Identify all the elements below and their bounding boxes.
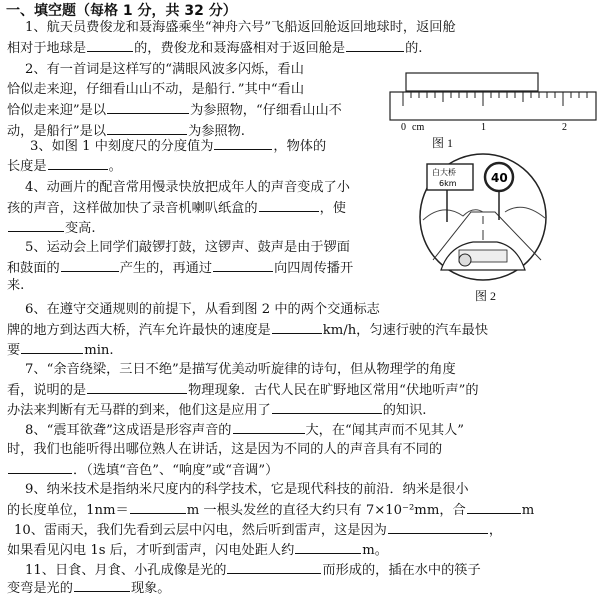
answer-blank[interactable]: [8, 460, 72, 474]
text: 的知识.: [382, 403, 427, 418]
question-10-line-2: [7, 540, 388, 560]
question-9-line-2: [7, 500, 534, 520]
text: 2、有一首词是这样写的“满眼风波多闪烁，看山: [25, 62, 304, 77]
question-8-line-1: [25, 420, 464, 440]
answer-blank[interactable]: [388, 520, 488, 534]
question-5-line-1: [25, 238, 350, 257]
question-10-line-1: [14, 520, 502, 540]
text: 的长度单位，1nm＝: [7, 503, 129, 518]
traffic-scene-illustration: [413, 150, 553, 288]
text: 如果看见闪电 1s 后，才听到雷声，闪电处距人约: [7, 543, 295, 558]
text: m: [521, 503, 535, 518]
text: 3、如图 1 中刻度尺的分度值为: [30, 139, 214, 154]
text: km/h，匀速行驶的汽车最快: [322, 323, 489, 338]
answer-blank[interactable]: [295, 540, 361, 554]
answer-blank[interactable]: [87, 380, 187, 394]
answer-blank[interactable]: [213, 258, 273, 272]
question-6-line-3: [7, 340, 114, 360]
text: 9、纳米技术是指纳米尺度内的科学技术，它是现代科技的前沿．纳米是很小: [25, 482, 469, 497]
measured-object: [406, 73, 538, 91]
question-8-line-2: [7, 440, 442, 459]
question-1-line-1: [25, 18, 456, 37]
text: 办法来判断有无马群的到来，他们这是应用了: [7, 403, 271, 418]
question-6-line-2: [7, 320, 488, 340]
question-4-line-1: [25, 178, 350, 197]
figure-1-ruler: [388, 70, 600, 150]
text: 和鼓面的: [7, 261, 60, 276]
question-2-line-1: [25, 60, 304, 79]
figure-1-caption: 图 1: [432, 136, 454, 150]
text: 为参照物，“仔细看山山不: [190, 103, 342, 118]
text: 产生的，再通过: [119, 261, 213, 276]
text: 的.: [405, 41, 423, 56]
question-4-line-3: [7, 218, 96, 238]
text: 而形成的，插在水中的筷子: [322, 563, 481, 578]
question-5-line-3: [7, 276, 24, 295]
text: 8、“震耳欲聋”这成语是形容声音的: [25, 423, 232, 438]
question-3-line-1: [30, 136, 326, 156]
question-8-line-3: [7, 460, 278, 480]
question-11-line-2: [7, 578, 171, 598]
answer-blank[interactable]: [74, 578, 130, 592]
text: 6、在遵守交通规则的前提下，从看到图 2 中的两个交通标志: [25, 302, 380, 317]
text: 4、动画片的配音常用慢录快放把成年人的声音变成了小: [25, 180, 350, 195]
ruler-body: [390, 92, 596, 120]
text: 长度是: [7, 159, 47, 174]
scale-unit: cm: [412, 122, 425, 133]
text: 的，费俊龙和聂海盛相对于返回舱是: [134, 41, 346, 56]
scale-label-1: 1: [481, 122, 486, 133]
question-9-line-1: [25, 480, 469, 499]
figure-2-traffic-signs: [413, 150, 553, 303]
question-7-line-3: [7, 400, 427, 420]
question-1-line-2: [7, 38, 423, 58]
text: ．（选填“音色”、“响度”或“音调”）: [73, 463, 279, 478]
text: 孩的声音，这样做加快了录音机喇叭纸盒的: [7, 201, 258, 216]
scale-label-0: 0: [401, 122, 406, 133]
text: 相对于地球是: [7, 41, 87, 56]
answer-blank[interactable]: [346, 38, 404, 52]
text: 看，说明的是: [7, 383, 87, 398]
speed-limit-value: 40: [491, 171, 508, 185]
question-7-line-1: [25, 360, 456, 379]
figure-2-caption: 图 2: [475, 289, 497, 303]
question-3-line-2: [7, 156, 122, 176]
question-2-line-2: [7, 80, 304, 99]
question-11-line-1: [25, 560, 481, 580]
text: 动，是船行”是以: [7, 124, 107, 139]
answer-blank[interactable]: [214, 136, 272, 150]
text: 变高.: [65, 221, 96, 236]
text: ，物体的: [273, 139, 327, 154]
answer-blank[interactable]: [61, 258, 119, 272]
distance-sign-place: 白大桥: [432, 168, 456, 177]
text: 恰似走来迎，仔细看山山不动，是船行．”其中“看山: [7, 82, 305, 97]
text: min.: [84, 343, 114, 358]
text: ，使: [319, 201, 346, 216]
answer-blank[interactable]: [467, 500, 521, 514]
question-6-line-1: [25, 300, 380, 319]
text: m。: [362, 543, 388, 558]
text: 7、“余音绕梁，三日不绝”是描写优美动听旋律的诗句，但从物理学的角度: [25, 362, 456, 377]
text: 为参照物.: [188, 124, 246, 139]
answer-blank[interactable]: [130, 500, 186, 514]
text: 5、运动会上同学们敲锣打鼓，这锣声、鼓声是由于锣面: [25, 240, 350, 255]
answer-blank[interactable]: [107, 121, 187, 135]
text: 时，我们也能听得出哪位熟人在讲话，这是因为不同的人的声音具有不同的: [7, 442, 443, 457]
section-title: 一、填空题（每格 1 分，共 32 分）: [6, 3, 237, 19]
answer-blank[interactable]: [87, 38, 133, 52]
text: 来.: [7, 278, 25, 293]
text: 。: [108, 159, 122, 174]
scale-label-2: 2: [562, 122, 567, 133]
text: 要: [7, 343, 21, 358]
answer-blank[interactable]: [259, 198, 319, 212]
question-2-line-3: [7, 100, 342, 120]
text: ，: [488, 523, 503, 538]
answer-blank[interactable]: [21, 340, 83, 354]
text: 变弯是光的: [7, 581, 73, 596]
answer-blank[interactable]: [272, 320, 322, 334]
text: 恰似走来迎”是以: [7, 103, 107, 118]
text: 现象。: [130, 581, 171, 596]
text: 牌的地方到达西大桥，汽车允许最快的速度是: [7, 323, 271, 338]
answer-blank[interactable]: [272, 400, 382, 414]
ruler-illustration: [388, 70, 600, 150]
text: 1、航天员费俊龙和聂海盛乘坐“神舟六号”飞船返回舱返回地球时，返回舱: [25, 20, 456, 35]
text: 向四周传播开: [274, 261, 354, 276]
answer-blank[interactable]: [107, 100, 189, 114]
question-4-line-2: [7, 198, 346, 218]
question-7-line-2: [7, 380, 479, 400]
answer-blank[interactable]: [227, 560, 321, 574]
text: 大，在“闻其声而不见其人”: [305, 423, 465, 438]
answer-blank[interactable]: [48, 156, 108, 170]
text: 物理现象．古代人民在旷野地区常用“伏地听声”的: [188, 383, 479, 398]
text: m 一根头发丝的直径大约只有 7×10⁻²mm，合: [186, 503, 466, 518]
distance-sign-distance: 6km: [439, 179, 457, 188]
text: 10、雷雨天，我们先看到云层中闪电，然后听到雷声，这是因为: [14, 523, 387, 538]
text: 11、日食、月食、小孔成像是光的: [25, 563, 227, 578]
answer-blank[interactable]: [233, 420, 305, 434]
answer-blank[interactable]: [8, 218, 64, 232]
question-5-line-2: [7, 258, 353, 278]
